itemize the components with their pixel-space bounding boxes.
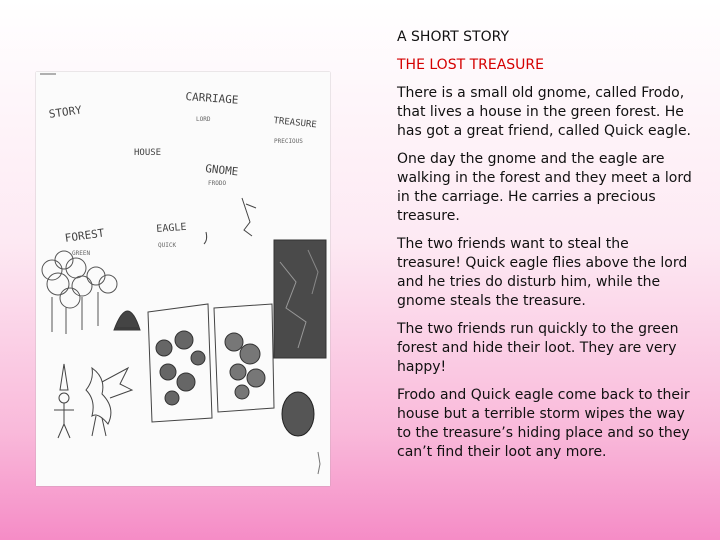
small-figure	[242, 198, 256, 236]
comma-mark	[204, 232, 207, 244]
story-paragraph: Frodo and Quick eagle come back to their house but a terrible storm wipes the way to the treasure’s hiding place and so they can’t find their loot any more.	[397, 387, 690, 460]
story-paragraph: The two friends run quickly to the green forest and hide their loot. They are very happy!	[397, 321, 679, 375]
forest-trees	[42, 251, 117, 334]
storm-panel	[274, 240, 326, 358]
gnome-figure	[54, 364, 74, 438]
carriage-panel	[148, 304, 212, 422]
house-hut	[114, 311, 140, 330]
sketch-label-forest-sub: GREEN	[72, 250, 91, 257]
story-paragraph: The two friends want to steal the treasure! Quick eagle flies above the lord and he tries do disturb him, while the gnome steals the treasure.	[397, 236, 688, 309]
lord-panel	[214, 304, 274, 412]
sketch-label-treasure-sub: PRECIOUS	[274, 138, 303, 145]
sketch-label-carriage-sub: LORD	[196, 116, 211, 123]
storyboard-sketch	[36, 72, 330, 486]
sketch-label-story: STORY	[48, 103, 83, 121]
sketch-label-eagle-sub: QUICK	[158, 242, 177, 249]
story-paragraph: There is a small old gnome, called Frodo, that lives a house in the green forest. He has got a great friend, called Quick eagle.	[397, 85, 692, 139]
story-paragraph: One day the gnome and the eagle are walking in the forest and they meet a lord in the carriage. He carries a precious treasure.	[397, 151, 692, 224]
sketch-label-gnome-sub: FRODO	[208, 180, 227, 187]
story-header: A SHORT STORY	[397, 29, 510, 45]
sketch-drawing	[36, 72, 330, 486]
treasure-rock	[282, 392, 314, 436]
sketch-label-house: HOUSE	[134, 148, 162, 158]
story-title: THE LOST TREASURE	[397, 57, 544, 73]
sketch-label-eagle: EAGLE	[156, 221, 187, 235]
sketch-label-forest: FOREST	[64, 226, 106, 245]
eagle-figure	[86, 368, 132, 436]
sketch-label-treasure: TREASURE	[272, 116, 318, 131]
sketch-label-gnome: GNOME	[204, 162, 239, 179]
sketch-label-carriage: CARRIAGE	[185, 90, 239, 107]
story-text	[397, 28, 697, 471]
